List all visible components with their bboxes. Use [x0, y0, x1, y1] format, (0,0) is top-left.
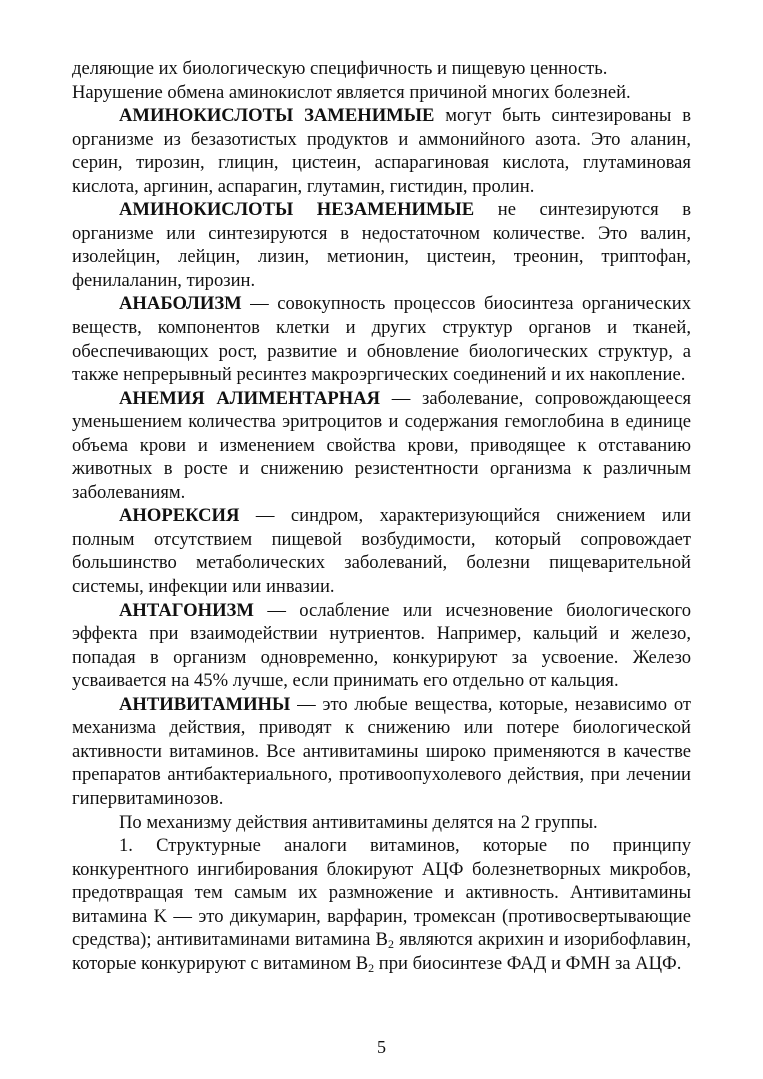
- group-item-1: [72, 834, 691, 975]
- entry-antagonism: [72, 599, 691, 693]
- entry-term: АНАБОЛИЗМ: [119, 293, 242, 315]
- entry-text: — это любые вещества, которые, независимо от механизма действия, приводят к снижению или потере биологической активности витаминов. Все антивитамины широко применяются в качестве препаратов антибактериального, противоопухолевого действия, при лечении гипервитаминозов.: [72, 693, 691, 809]
- item1-part3: при биосинтезе ФАД и ФМН за АЦФ.: [374, 952, 682, 974]
- entry-text: — ослабление или исчезновение биологического эффекта при взаимодействии нутриентов. Например, кальций и железо, попадая в организм одновременно, конкурируют за усвоение. Железо усваивается на 45% лучше, если принимать его отдельно от кальция.: [72, 599, 691, 692]
- entry-term: АМИНОКИСЛОТЫ НЕЗАМЕНИМЫЕ: [119, 199, 475, 221]
- entry-text: — синдром, характеризующийся снижением или полным отсутствием пищевой возбудимости, который сопровождает большинство метаболических заболеваний, болезни пищеварительной системы, инфекции или инвазии.: [72, 505, 691, 598]
- item1-part2: являются акрихин и изорибофлавин, которые конкурируют с витамином B: [72, 929, 691, 974]
- intro-line-1: деляющие их биологическую специфичность и пищевую ценность.: [72, 58, 608, 79]
- entry-antivitamins: [72, 693, 691, 811]
- entry-text: могут быть синтезированы в организме из безазотистых продуктов и аммонийного азота. Это аланин, серин, тирозин, глицин, цистеин, аспарагиновая кислота, глутаминовая кислота, аргинин, аспарагин, глутамин, гистидин, пролин.: [72, 105, 691, 197]
- item1-part1: 1. Структурные аналоги витаминов, которые по принципу конкурентного ингибирования блокируют АЦФ болезнетворных микробов, предотвращая тем самым их размножение и активность. Антивитамины витамина K — это дикумарин, варфарин, тромексан (противосвертывающие средства); антивитаминами витамина B: [72, 835, 691, 951]
- page-number: 5: [377, 1037, 386, 1057]
- entry-term: АНОРЕКСИЯ: [119, 505, 240, 527]
- entry-aminoacids-replaceable: [72, 104, 691, 198]
- entry-aminoacids-essential: [72, 198, 691, 292]
- entry-term: АНТАГОНИЗМ: [119, 599, 254, 621]
- intro-line-2: Нарушение обмена аминокислот является причиной многих болезней.: [72, 81, 631, 103]
- entry-term: АНЕМИЯ АЛИМЕНТАРНАЯ: [119, 387, 381, 409]
- entry-text: — заболевание, сопровождающееся уменьшением количества эритроцитов и содержания гемоглобина в единице объема крови и изменением свойства крови, приводящее к отставанию животных в росте и снижению резистентности организма к различным заболеваниям.: [72, 387, 691, 503]
- entry-text: не синтезируются в организме или синтезируются в недостаточном количестве. Это валин, изолейцин, лейцин, лизин, метионин, цистеин, треонин, триптофан, фенилаланин, тирозин.: [72, 199, 692, 291]
- entry-anorexia: [72, 504, 691, 598]
- entry-text: — совокупность процессов биосинтеза органических веществ, компонентов клетки и других структур органов и тканей, обеспечивающих рост, развитие и обновление биологических структур, а также непрерывный ресинтез макроэргических соединений и их накопление.: [72, 293, 691, 386]
- entry-anemia: [72, 387, 691, 505]
- page-body: [72, 57, 691, 975]
- subscript: 2: [368, 960, 375, 975]
- subscript: 2: [387, 937, 394, 952]
- entry-anabolism: [72, 292, 691, 386]
- entry-term: АНТИВИТАМИНЫ: [119, 693, 291, 715]
- groups-intro: По механизму действия антивитамины делятся на 2 группы.: [119, 811, 598, 833]
- intro-paragraph: [72, 57, 691, 104]
- entry-term: АМИНОКИСЛОТЫ ЗАМЕНИМЫЕ: [119, 105, 435, 127]
